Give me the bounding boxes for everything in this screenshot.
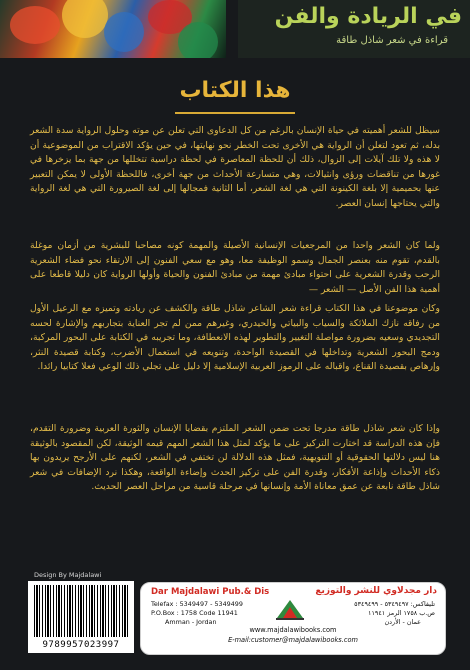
cover-artwork	[0, 0, 226, 58]
publisher-logo-icon	[273, 596, 307, 622]
paragraph-1: سيظل للشعر أهميته في حياة الإنسان بالرغم من كل الدعاوى التي تعلن عن موته وحلول الرواية سدة الشعر بدله، ثم تعود لتعلن أن الرواية هي الأخرى تحت الخطر نحو نهايتها، في حين يؤكد الاقتراب من الموضوعية أن لا هذه ولا تلك آيلات إلى الزوال، ذلك أن للحظة المعاصرة في لحظة دراسية تتخللها من جهة بما يزخرها في غورها من تناقضات ورؤى وانثيالات، وهي متسارعة الأحداث من جهة أخرى، فاللحظة الأولى لا يمكن التعبير عنها بحميمية إلا بلغة الكينونة التي هي لغة الشعر، أما الثانية فمجالها إلى لغة الصيرورة التي هي لغة الرواية والتي يحتاجها إنسان العصر.	[30, 125, 440, 209]
isbn-number: 9789957023997	[42, 640, 120, 650]
book-title: في الريادة والفن	[274, 4, 462, 29]
publisher-box	[140, 582, 446, 655]
publisher-name-en: Dar Majdalawi Pub.& Dis	[151, 587, 270, 597]
section-heading: هذا الكتاب	[179, 78, 291, 103]
paragraph-4: وإذا كان شعر شاذل طاقة مدرجا تحت ضمن الشعر الملتزم بقضايا الإنسان والثورة العربية وضرورة التقدم، فإن هذه الدراسة قد اختارت التركيز على ما يؤكد لمثل هذا الشعر المهم قيمه الوثيقة، لكن المقصود بالوثيقة هنا ليس دلالتها الحقوقية أو التنويهية، فمثل هذه الدلالة لن تختفي في الشعر، لكنهم على الأرجح يريدون بها ذكاء الأحداث وإذاعة الأفكار، وقدرة الفن على تركيز الحدث وإضاءة الواقعة، وهكذا نرد الإضافات في شعر شاذل طاقة نابعة عن عمق معاناة الأمة وإنسانها في مرحلة قاسية من مراحل العصر الحديث.	[30, 423, 440, 493]
publisher-website: www.majdalawibooks.com	[249, 626, 337, 634]
book-subtitle: قراءة في شعر شاذل طاقة	[336, 35, 448, 46]
design-credit: Design By Majdalawi	[34, 571, 102, 579]
title-block	[238, 0, 470, 58]
barcode-bars	[34, 585, 128, 637]
telefax-en: Telefax : 5349497 - 5349499	[151, 600, 243, 608]
telefax-ar: تليفاكس: ٥٣٤٩٤٩٧ - ٥٣٤٩٤٩٩	[354, 600, 435, 608]
paragraph-2: ولما كان الشعر واحدا من المرجعيات الإنسانية الأصيلة والمهمة كونه مصاحبا للبشرية من أزمان موغلة بالقدم، تقوم منه بعنصر الجمال وسمو الوظيفة معا، وهو مع سعي الفنون إلى الارتقاء نحو فضاء الشعرية الرحب وقدرة الشعرية على احتواء مبادئ مهمة من مبادئ الفنون والحياة وأولها الرواية كان دليلا قاطعا على أهمية هذا الفن الأصل — الشعر —	[30, 240, 440, 295]
pobox-ar: ص.ب ١٧٥٨ الرمز ١١٩٤١	[368, 609, 435, 617]
city-ar: عمان - الأردن	[384, 618, 421, 626]
pobox-en: P.O.Box : 1758 Code 11941	[151, 609, 238, 617]
heading-underline	[175, 112, 295, 114]
publisher-name-ar: دار مجدلاوي للنشر والتوزيع	[315, 586, 437, 596]
paragraph-3: وكان موضوعنا في هذا الكتاب قراءة شعر الشاعر شاذل طاقة والكشف عن ريادته وتميزه مع الرعيل الأول من رفاقه نازك الملائكة والسياب والبياتي والحيدري، وغيرهم ممن لم تجر العناية بتجاربهم والإشارة لحسه التجديدي وسعيه بضرورة مواصلة التغيير والتطوير لهذه الانعطافة، وما تجريبه في الكتابة على البحور المركبة، ودمج البحور الشعرية وتداخلها في القصيدة الواحدة، وتنويعه في استعمال الأضرب، وكتابة قصيدة النثر، وإرهاص بقصيدة القناع، واقباله على الرموز العربية الإسلامية إلا دليل على تجلي ذلك الوعي فعلا كتابيا رائدا.	[30, 303, 440, 373]
isbn-barcode	[28, 581, 134, 653]
city-en: Amman - Jordan	[165, 618, 217, 626]
publisher-email: E-mail:customer@majdalawibooks.com	[228, 636, 358, 644]
